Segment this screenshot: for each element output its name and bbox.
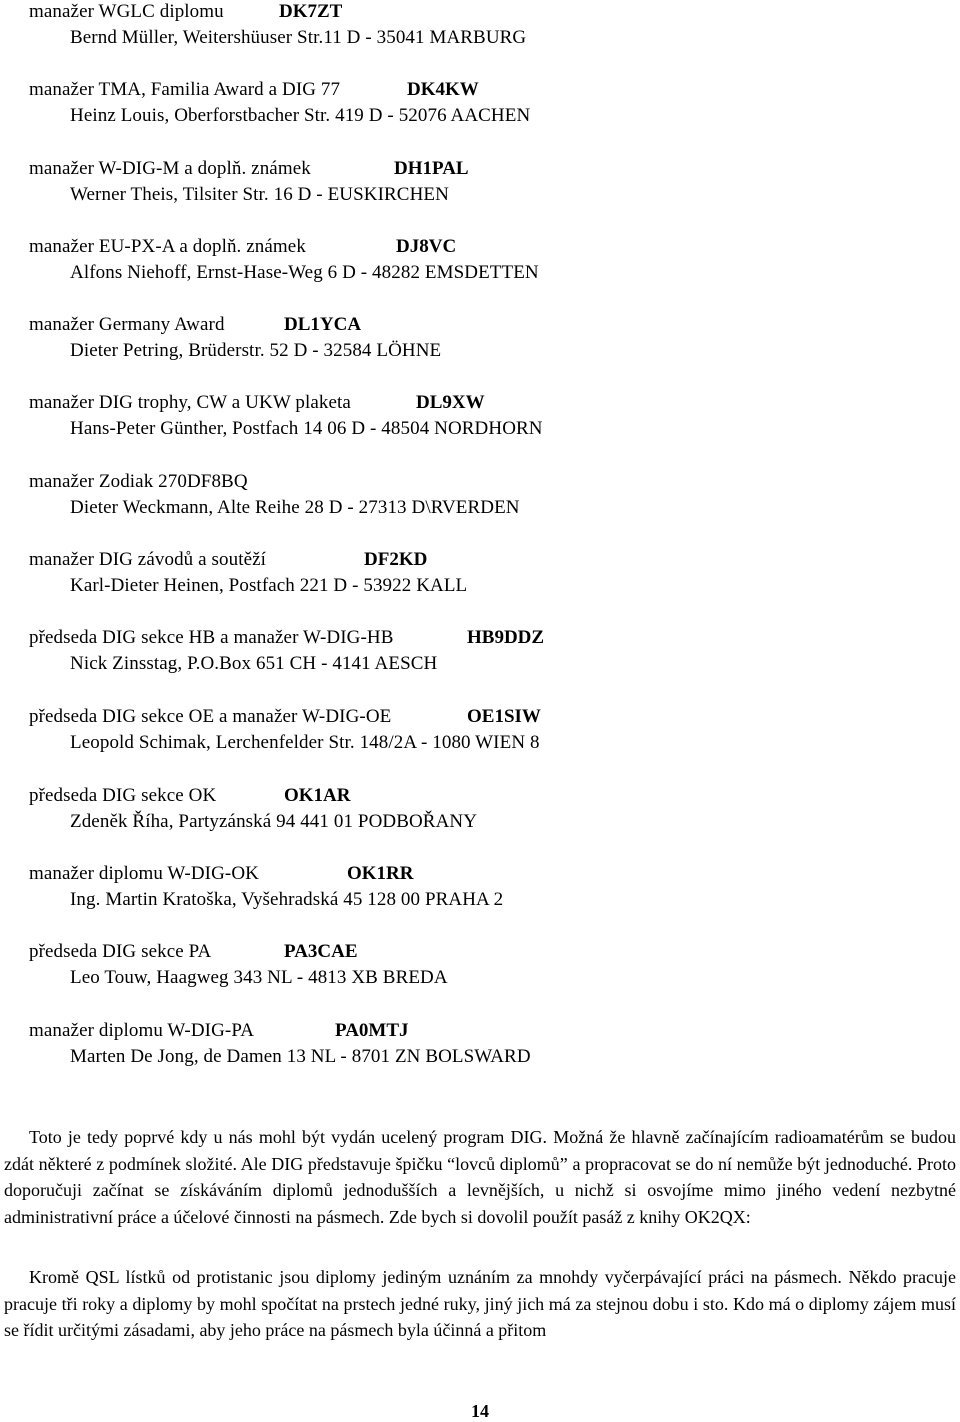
contact-role: manažer Zodiak 270DF8BQ xyxy=(29,471,248,492)
contact-callsign: DJ8VC xyxy=(396,236,457,257)
contact-address: Ing. Martin Kratoška, Vyšehradská 45 128 00 PRAHA 2 xyxy=(70,889,504,910)
contact-callsign: HB9DDZ xyxy=(467,627,545,648)
body-paragraph xyxy=(4,1264,956,1344)
contact-role: manažer W-DIG-M a doplň. známek xyxy=(29,158,311,179)
contact-callsign: PA3CAE xyxy=(284,941,358,962)
contact-callsign: DL9XW xyxy=(416,392,485,413)
contact-role: předseda DIG sekce PA xyxy=(29,941,212,962)
contact-callsign: DF2KD xyxy=(364,549,428,570)
contact-address: Nick Zinsstag, P.O.Box 651 CH - 4141 AESCH xyxy=(70,653,438,674)
contact-role: manažer DIG závodů a soutěží xyxy=(29,549,267,570)
contact-address: Karl-Dieter Heinen, Postfach 221 D - 53922 KALL xyxy=(70,575,468,596)
contact-role: manažer diplomu W-DIG-PA xyxy=(29,1020,255,1041)
contact-callsign: DH1PAL xyxy=(394,158,469,179)
contact-role: manažer TMA, Familia Award a DIG 77 xyxy=(29,79,341,100)
contact-address: Bernd Müller, Weitershüuser Str.11 D - 35041 MARBURG xyxy=(70,27,527,48)
contact-address: Alfons Niehoff, Ernst-Hase-Weg 6 D - 48282 EMSDETTEN xyxy=(70,262,539,283)
contact-address: Heinz Louis, Oberforstbacher Str. 419 D - 52076 AACHEN xyxy=(70,105,531,126)
contact-role: manažer diplomu W-DIG-OK xyxy=(29,863,259,884)
contact-address: Dieter Petring, Brüderstr. 52 D - 32584 LÖHNE xyxy=(70,340,442,361)
contact-role: manažer EU-PX-A a doplň. známek xyxy=(29,236,306,257)
contact-callsign: OK1AR xyxy=(284,785,351,806)
body-paragraph-text: Toto je tedy poprvé kdy u nás mohl být vydán ucelený program DIG. Možná že hlavně začínajícím radioamatérům se budou zdát některé z podmínek složité. Ale DIG představuje špičku “lovců diplomů” a propracovat se do ní nemůže být jednoduché. Proto doporučuji začínat se získáváním diplomů jednodušších a levnějších, u nichž si osvojíme mimo jiného vedení nezbytné administrativní práce a účelové činnosti na pásmech. Zde bych si dovolil použít pasáž z knihy OK2QX: xyxy=(4,1127,956,1227)
contact-role: předseda DIG sekce OE a manažer W-DIG-OE xyxy=(29,706,392,727)
contact-callsign: OE1SIW xyxy=(467,706,541,727)
contact-callsign: OK1RR xyxy=(347,863,414,884)
contact-address: Zdeněk Říha, Partyzánská 94 441 01 PODBOŘANY xyxy=(70,811,478,832)
contact-address: Leo Touw, Haagweg 343 NL - 4813 XB BREDA xyxy=(70,967,448,988)
contact-address: Hans-Peter Günther, Postfach 14 06 D - 48504 NORDHORN xyxy=(70,418,543,439)
contact-role: manažer DIG trophy, CW a UKW plaketa xyxy=(29,392,351,413)
contact-callsign: DK4KW xyxy=(407,79,479,100)
contact-callsign: PA0MTJ xyxy=(335,1020,409,1041)
body-paragraph xyxy=(4,1124,956,1230)
contact-callsign: DL1YCA xyxy=(284,314,362,335)
contact-address: Marten De Jong, de Damen 13 NL - 8701 ZN BOLSWARD xyxy=(70,1046,531,1067)
contact-role: manažer Germany Award xyxy=(29,314,225,335)
contact-address: Dieter Weckmann, Alte Reihe 28 D - 27313 D\RVERDEN xyxy=(70,497,520,518)
body-paragraph-text: Kromě QSL lístků od protistanic jsou diplomy jediným uznáním za mnohdy vyčerpávající práci na pásmech. Někdo pracuje pracuje tři roky a diplomy by mohl spočítat na prstech jedné ruky, jiný jich má za stejnou dobu i sto. Kdo má o diplomy zájem musí se řídit určitými zásadami, aby jeho práce na pásmech byla účinná a přitom xyxy=(4,1267,956,1340)
contact-address: Werner Theis, Tilsiter Str. 16 D - EUSKIRCHEN xyxy=(70,184,449,205)
contact-role: manažer WGLC diplomu xyxy=(29,1,224,22)
page-number: 14 xyxy=(471,1401,489,1421)
contact-role: předseda DIG sekce HB a manažer W-DIG-HB xyxy=(29,627,394,648)
contact-callsign: DK7ZT xyxy=(279,1,343,22)
contact-address: Leopold Schimak, Lerchenfelder Str. 148/2A - 1080 WIEN 8 xyxy=(70,732,540,753)
contact-role: předseda DIG sekce OK xyxy=(29,785,217,806)
